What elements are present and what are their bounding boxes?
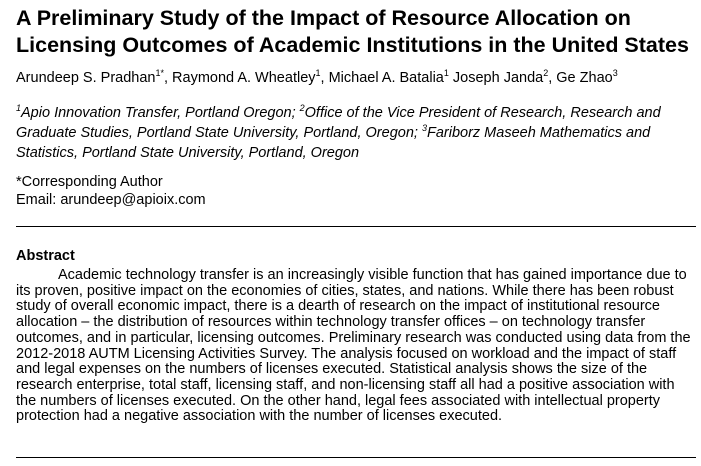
author-separator: , — [548, 70, 557, 86]
abstract-line: the numbers of licenses executed. On the other hand, legal fees associated with intellectual property — [16, 392, 661, 409]
author-name: Raymond A. Wheatley — [172, 70, 316, 86]
author-name: Joseph Janda — [452, 70, 544, 86]
abstract-line: 2012-2018 AUTM Licensing Activities Survey. The analysis focused on workload and the impact of staff — [16, 345, 677, 362]
affiliation-text: Office of the Vice President of Research, Research and Graduate Studies, Portland State University, Portland, Oregon; — [16, 105, 661, 141]
author-sup: 3 — [612, 68, 618, 78]
affiliation-sup: 3 — [421, 123, 427, 133]
author-separator: , — [320, 70, 329, 86]
section-divider-top — [16, 226, 696, 227]
abstract-line: research enterprise, total staff, licensing staff, and non-licensing staff all had a positive association with — [16, 376, 675, 393]
correspondence-block — [16, 174, 696, 209]
abstract-line: Academic technology transfer is an increasingly visible function that has gained importance due to — [58, 267, 687, 283]
title-line-1: A Preliminary Study of the Impact of Resource Allocation on — [16, 6, 631, 30]
author-name: Ge Zhao — [556, 70, 613, 86]
abstract-line: outcomes, and in particular, licensing outcomes. Preliminary research was conducted using data from the — [16, 329, 691, 346]
abstract-line: study of overall economic impact, there is a dearth of research on the impact of institutional resource — [16, 298, 660, 315]
author-separator: , — [163, 70, 173, 86]
abstract-line: allocation – the distribution of resources within technology transfer offices – on technology transfer — [16, 314, 646, 331]
section-divider-bottom — [16, 457, 696, 458]
author-list — [16, 68, 696, 88]
abstract-heading: Abstract — [16, 248, 75, 264]
author-sup: 1 — [315, 68, 321, 78]
affiliations — [16, 103, 696, 163]
author-name: Michael A. Batalia — [328, 70, 444, 86]
affiliation-text: Fariborz Maseeh Mathematics and Statistics, Portland State University, Portland, Oregon — [16, 125, 651, 161]
author-name: Arundeep S. Pradhan — [16, 70, 156, 86]
author-sup: 1* — [155, 68, 164, 78]
abstract-line: protection had a negative association with the number of licenses executed. — [16, 408, 503, 425]
email-line: Email: arundeep@apioix.com — [16, 191, 206, 208]
paper-title — [16, 5, 696, 59]
affiliation-text: Apio Innovation Transfer, Portland Oregon; — [21, 105, 300, 121]
abstract-line: its proven, positive impact on the economies of cities, states, and nations. While there has been robust — [16, 282, 674, 299]
author-sup: 1 — [443, 68, 449, 78]
affiliation-sup: 1 — [16, 103, 22, 113]
corresponding-author-note: *Corresponding Author — [16, 174, 163, 190]
title-line-2: Licensing Outcomes of Academic Institutions in the United States — [16, 33, 689, 57]
abstract-line: and legal expenses on the numbers of licenses executed. Statistical analysis shows the size of the — [16, 361, 648, 378]
affiliation-sup: 2 — [299, 103, 305, 113]
author-sup: 2 — [543, 68, 549, 78]
abstract-body — [16, 268, 696, 425]
